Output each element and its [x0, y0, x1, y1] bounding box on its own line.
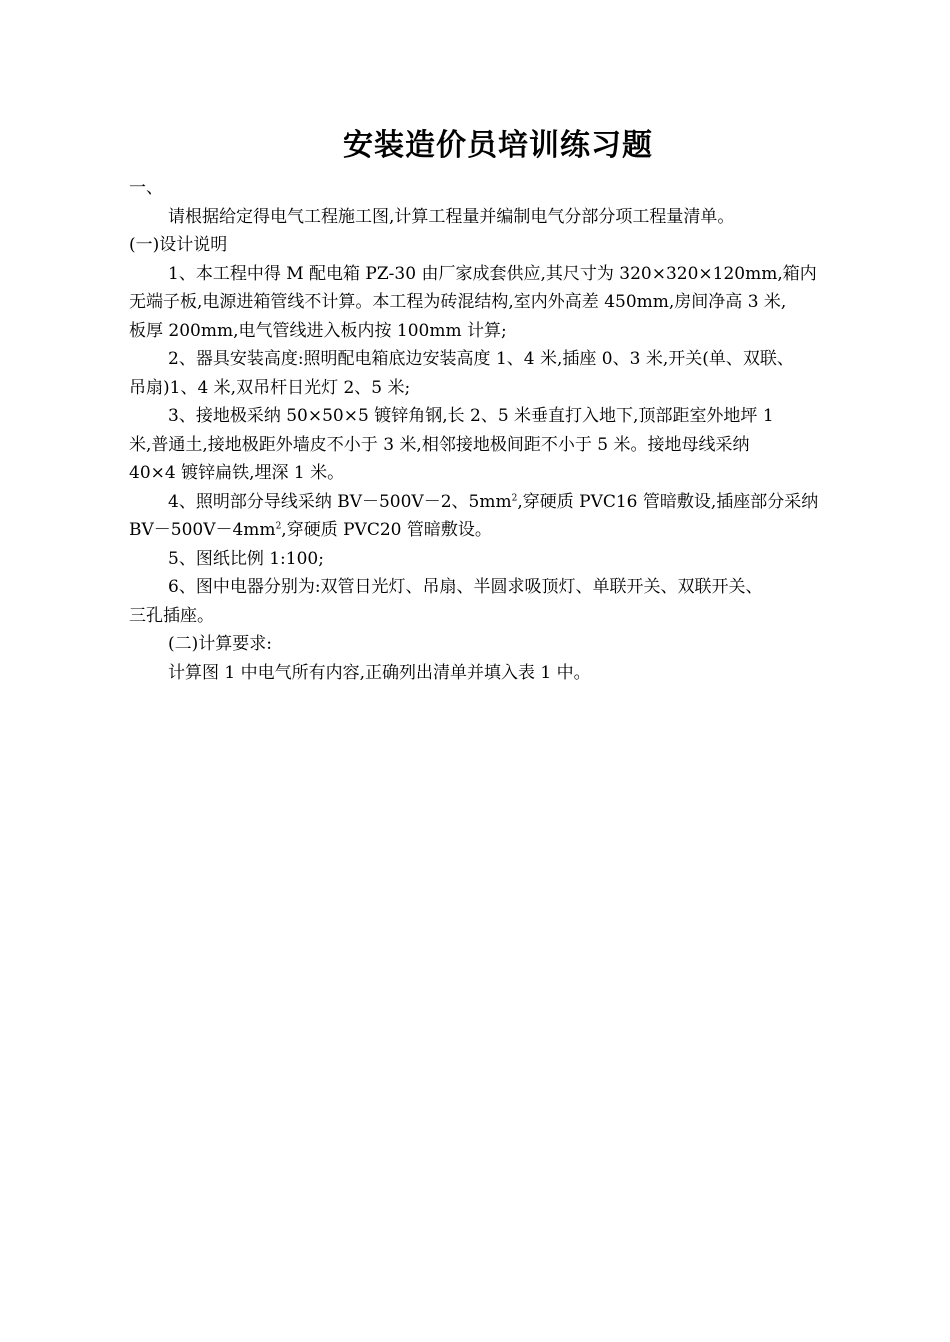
- design-item-6: [129, 573, 859, 630]
- design-item-2-line-2: 吊扇)1、4 米,双吊杆日光灯 2、5 米;: [129, 377, 411, 398]
- design-item-4-line-1: [129, 488, 859, 517]
- design-item-1-line-1: 1、本工程中得 M 配电箱 PZ-30 由厂家成套供应,其尺寸为 320×320×120mm,箱内: [168, 263, 817, 284]
- design-item-3-line-2: 米,普通土,接地极距外墙皮不小于 3 米,相邻接地极间距不小于 5 米。接地母线采纳: [129, 434, 750, 455]
- squared-superscript: 2: [511, 492, 518, 503]
- intro-paragraph: 请根据给定得电气工程施工图,计算工程量并编制电气分部分项工程量清单。: [168, 206, 735, 227]
- design-item-6-line-2: 三孔插座。: [129, 605, 214, 626]
- design-item-2: [129, 345, 859, 402]
- design-item-4: [129, 488, 859, 545]
- design-item-4-line-1-text-b: ,穿硬质 PVC16 管暗敷设,插座部分采纳: [517, 491, 819, 512]
- design-item-1: [129, 260, 859, 346]
- design-item-3-line-1: 3、接地极采纳 50×50×5 镀锌角钢,长 2、5 米垂直打入地下,顶部距室外地坪 1: [168, 406, 774, 426]
- design-item-5: 5、图纸比例 1:100;: [168, 548, 324, 569]
- design-item-4-line-1-text-a: 4、照明部分导线采纳 BV－500V－2、5mm: [168, 491, 512, 512]
- design-item-3: [129, 402, 859, 488]
- squared-superscript: 2: [275, 521, 282, 532]
- design-item-4-line-2-text-b: ,穿硬质 PVC20 管暗敷设。: [281, 520, 492, 540]
- document-page: [129, 124, 859, 687]
- document-title: 安装造价员培训练习题: [343, 128, 653, 163]
- design-description-heading: (一)设计说明: [129, 235, 228, 255]
- section-one-heading: 一、: [129, 178, 163, 198]
- design-item-4-line-2-text-a: BV－500V－4mm: [129, 520, 276, 540]
- design-item-4-line-2: [129, 516, 859, 545]
- design-item-1-line-3: 板厚 200mm,电气管线进入板内按 100mm 计算;: [129, 320, 507, 341]
- calculation-requirements-heading: (二)计算要求:: [168, 634, 272, 654]
- design-item-1-line-2: 无端子板,电源进箱管线不计算。本工程为砖混结构,室内外高差 450mm,房间净高 3 米,: [129, 292, 787, 312]
- design-item-6-line-1: 6、图中电器分别为:双管日光灯、吊扇、半圆求吸顶灯、单联开关、双联开关、: [168, 577, 763, 597]
- design-item-2-line-1: 2、器具安装高度:照明配电箱底边安装高度 1、4 米,插座 0、3 米,开关(单、双联、: [168, 349, 794, 369]
- design-item-3-line-3: 40×4 镀锌扁铁,埋深 1 米。: [129, 463, 345, 483]
- calculation-requirements-text: 计算图 1 中电气所有内容,正确列出清单并填入表 1 中。: [168, 662, 591, 683]
